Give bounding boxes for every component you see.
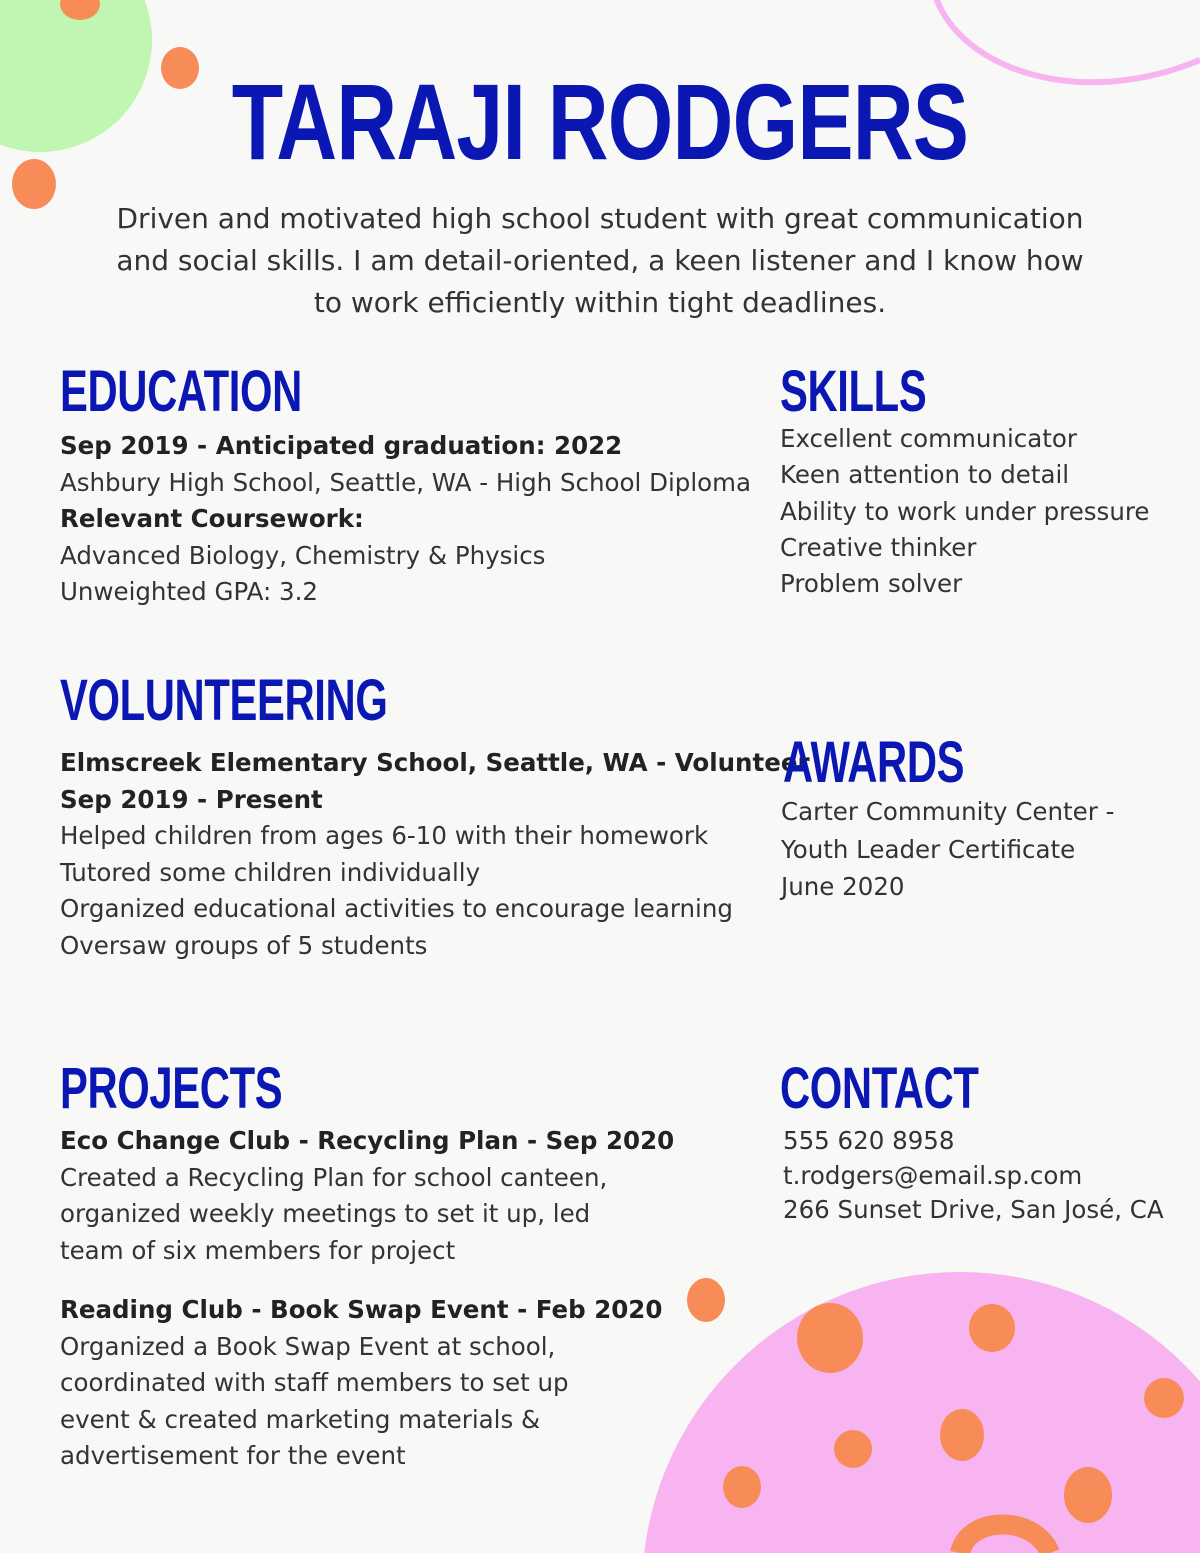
education-school: Ashbury High School, Seattle, WA - High School Diploma — [60, 467, 751, 497]
project-line: Created a Recycling Plan for school canteen, — [60, 1162, 608, 1192]
skills-list — [780, 421, 1149, 602]
volunteer-role: Elmscreek Elementary School, Seattle, WA - Volunteer — [60, 748, 810, 777]
volunteering-section — [60, 745, 810, 964]
project-line: team of six members for project — [60, 1235, 456, 1265]
contact-email[interactable]: t.rodgers@email.sp.com — [783, 1160, 1083, 1190]
project-item — [60, 1292, 662, 1475]
coursework-text: Advanced Biology, Chemistry & Physics — [60, 540, 546, 570]
education-dates: Sep 2019 - Anticipated graduation: 2022 — [60, 431, 623, 460]
volunteer-item: Organized educational activities to encourage learning — [60, 894, 733, 923]
contact-heading: CONTACT — [780, 1056, 979, 1121]
coursework-label: Relevant Coursework: — [60, 504, 364, 533]
gpa-text: Unweighted GPA: 3.2 — [60, 577, 319, 606]
project-line: organized weekly meetings to set it up, led — [60, 1199, 591, 1228]
award-line: Carter Community Center - — [781, 797, 1115, 826]
education-heading: EDUCATION — [60, 359, 302, 424]
project-line: Organized a Book Swap Event at school, — [60, 1331, 556, 1361]
project-line: event & created marketing materials & — [60, 1404, 541, 1434]
skill-item: Excellent communicator — [780, 424, 1077, 453]
volunteer-item: Helped children from ages 6-10 with their homework — [60, 821, 709, 850]
skill-item: Problem solver — [780, 569, 963, 599]
volunteering-heading: VOLUNTEERING — [60, 668, 388, 733]
contact-phone: 555 620 8958 — [783, 1126, 955, 1155]
award-line: Youth Leader Certificate — [781, 834, 1076, 864]
volunteer-item: Tutored some children individually — [60, 857, 481, 887]
volunteer-item: Oversaw groups of 5 students — [60, 930, 428, 960]
skill-item: Creative thinker — [780, 532, 977, 562]
awards-section — [781, 793, 1114, 906]
education-section — [60, 428, 751, 611]
candidate-name: TARAJI RODGERS — [231, 61, 969, 182]
project-title: Reading Club - Book Swap Event - Feb 2020 — [60, 1295, 663, 1324]
skills-heading: SKILLS — [780, 359, 927, 424]
project-line: advertisement for the event — [60, 1441, 406, 1470]
projects-heading: PROJECTS — [60, 1056, 283, 1121]
summary-text: Driven and motivated high school student with great communication and social skills. I am detail-oriented, a keen listener and I know how to work efficiently within tight deadlines. — [116, 202, 1084, 319]
project-item — [60, 1123, 674, 1269]
contact-address: 266 Sunset Drive, San José, CA — [783, 1195, 1164, 1224]
award-line: June 2020 — [781, 872, 905, 901]
project-title: Eco Change Club - Recycling Plan - Sep 2020 — [60, 1126, 675, 1155]
awards-heading: AWARDS — [783, 730, 965, 795]
contact-section — [783, 1124, 1164, 1228]
volunteer-dates: Sep 2019 - Present — [60, 784, 323, 814]
skill-item: Ability to work under pressure — [780, 496, 1150, 526]
skill-item: Keen attention to detail — [780, 460, 1070, 490]
project-line: coordinated with staff members to set up — [60, 1368, 569, 1397]
